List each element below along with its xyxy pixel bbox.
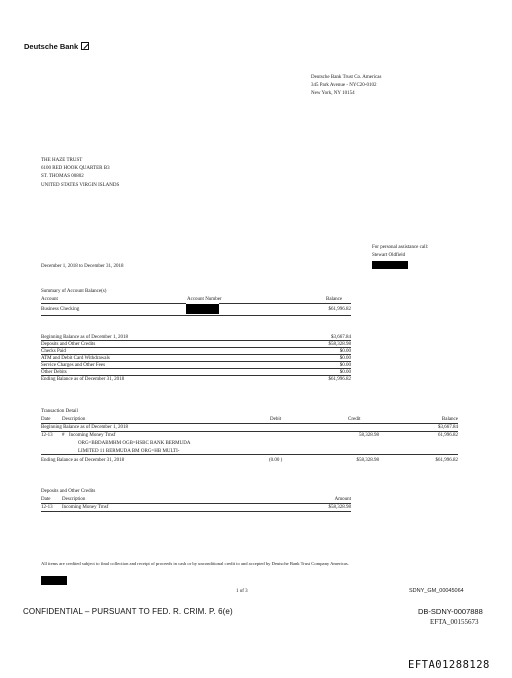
balance-label: Service Charges and Other Fees [41, 363, 106, 368]
balance-value: $0.00 [339, 370, 351, 375]
header-balance: Balance [441, 417, 458, 422]
redaction-box [372, 261, 408, 269]
transaction-ending-row [41, 457, 458, 464]
balance-label: Beginning Balance as of December 1, 2018 [41, 335, 129, 340]
balance-label: Deposits and Other Credits [41, 342, 96, 347]
balance-value: $61,996.82 [328, 377, 351, 382]
summary-account-balance: $61,996.82 [328, 307, 351, 312]
confidential-notice: CONFIDENTIAL – PURSUANT TO FED. R. CRIM. P. 6(e) [23, 607, 233, 616]
header-debit: Debit [270, 417, 282, 422]
balance-value: $0.00 [339, 363, 351, 368]
balance-value: $0.00 [339, 349, 351, 354]
summary-header-row [41, 296, 351, 303]
summary-title: Summary of Account Balance(s) [41, 289, 107, 294]
transaction-description: Incoming Money Trnsf [69, 433, 116, 438]
balance-row [41, 348, 351, 355]
header-date: Date [41, 497, 51, 502]
customer-address-line: 6100 RED HOOK QUARTER B3 [41, 166, 110, 172]
efta-stamp: EFTA01288128 [408, 659, 490, 671]
customer-address-line: ST. THOMAS 00802 [41, 174, 84, 180]
header-credit: Credit [348, 417, 361, 422]
transaction-balance: 61,996.82 [438, 433, 458, 438]
customer-address [41, 157, 119, 190]
disclaimer-text: All items are credited subject to final collection and receipt of proceeds in cash or by unconditional credit to and accepted by Deutsche Bank Trust Company Americas. [41, 561, 349, 566]
header-balance: Balance [326, 297, 343, 302]
balance-row [41, 376, 351, 382]
assistance-contact: Stewart Oldfield [372, 253, 406, 258]
transaction-detail-row [41, 448, 458, 455]
header-description: Description [62, 417, 86, 422]
bank-logo [24, 42, 89, 51]
redaction-box [186, 304, 219, 314]
balance-value: $0.00 [339, 356, 351, 361]
deposit-description: Incoming Money Trnsf [62, 505, 109, 510]
transaction-header-row [41, 416, 458, 424]
ending-label: Ending Balance as of December 31, 2018 [41, 458, 125, 463]
balance-row [41, 334, 351, 341]
customer-address-line: UNITED STATES VIRGIN ISLANDS [41, 182, 120, 188]
header-account-number: Account Number [187, 297, 222, 302]
bank-address-line: Deutsche Bank Trust Co. Americas [311, 75, 382, 80]
assistance-line: For personal assistance call: [372, 245, 429, 250]
db-sdny-number: DB-SDNY-0007888 [418, 607, 483, 616]
transaction-credit: 58,328.98 [359, 433, 379, 438]
balance-label: Checks Paid [41, 349, 66, 354]
header-account: Account [41, 297, 58, 302]
balance-value: $58,328.98 [328, 342, 351, 347]
balance-row [41, 362, 351, 369]
customer-address-line: THE HAZE TRUST [41, 158, 83, 163]
header-description: Description [62, 497, 86, 502]
bank-logo-text: Deutsche Bank [24, 42, 79, 51]
header-amount: Amount [334, 497, 351, 502]
redaction-box [41, 576, 67, 585]
deposit-date: 12-13 [41, 505, 53, 510]
balance-row [41, 369, 351, 376]
summary-underline [41, 303, 186, 304]
balance-row [41, 355, 351, 362]
bank-address-line: New York, NY 10154 [311, 91, 355, 97]
balance-label: ATM and Debit Card Withdrawals [41, 356, 110, 361]
transaction-marker: # [62, 433, 65, 438]
deposits-row [41, 504, 351, 512]
beginning-balance: $3,667.84 [438, 425, 458, 430]
bank-address [311, 74, 381, 99]
deposit-amount: $58,328.98 [328, 505, 351, 510]
transaction-detail: ORG=BBDABMHM OGB=HSBC BANK BERMUDA [78, 441, 191, 446]
deposits-header-row [41, 496, 351, 504]
transaction-date: 12-13 [41, 433, 53, 438]
balance-value: $3,667.84 [331, 335, 351, 340]
balance-label: Ending Balance as of December 31, 2018 [41, 377, 125, 382]
efta-small-number: EFTA_00155673 [430, 618, 479, 626]
header-date: Date [41, 417, 51, 422]
summary-account-name: Business Checking [41, 307, 80, 312]
page-number: 1 of 3 [236, 589, 248, 594]
summary-underline [219, 303, 351, 304]
beginning-label: Beginning Balance as of December 1, 2018 [41, 425, 129, 430]
balance-row [41, 341, 351, 348]
ending-balance: $61,996.82 [435, 458, 458, 463]
summary-bottom-rule [41, 315, 351, 316]
ending-credit: $58,328.98 [356, 458, 379, 463]
transaction-row [41, 432, 458, 439]
transaction-detail: LIMITED 11 BERMUDA BM ORG=HB MULTI- [78, 449, 180, 454]
deposits-title: Deposits and Other Credits [41, 489, 96, 494]
deutsche-bank-slash-box-icon [81, 42, 89, 50]
ending-debit: (0.00 ) [269, 458, 283, 463]
transaction-title: Transaction Detail [41, 409, 78, 414]
bank-address-line: 345 Park Avenue - NYC20-0102 [311, 83, 377, 89]
ref-code: SDNY_GM_00045064 [409, 588, 464, 594]
statement-period: December 1, 2018 to December 31, 2018 [41, 264, 124, 269]
transaction-beginning-row [41, 424, 458, 432]
balance-label: Other Debits [41, 370, 67, 375]
